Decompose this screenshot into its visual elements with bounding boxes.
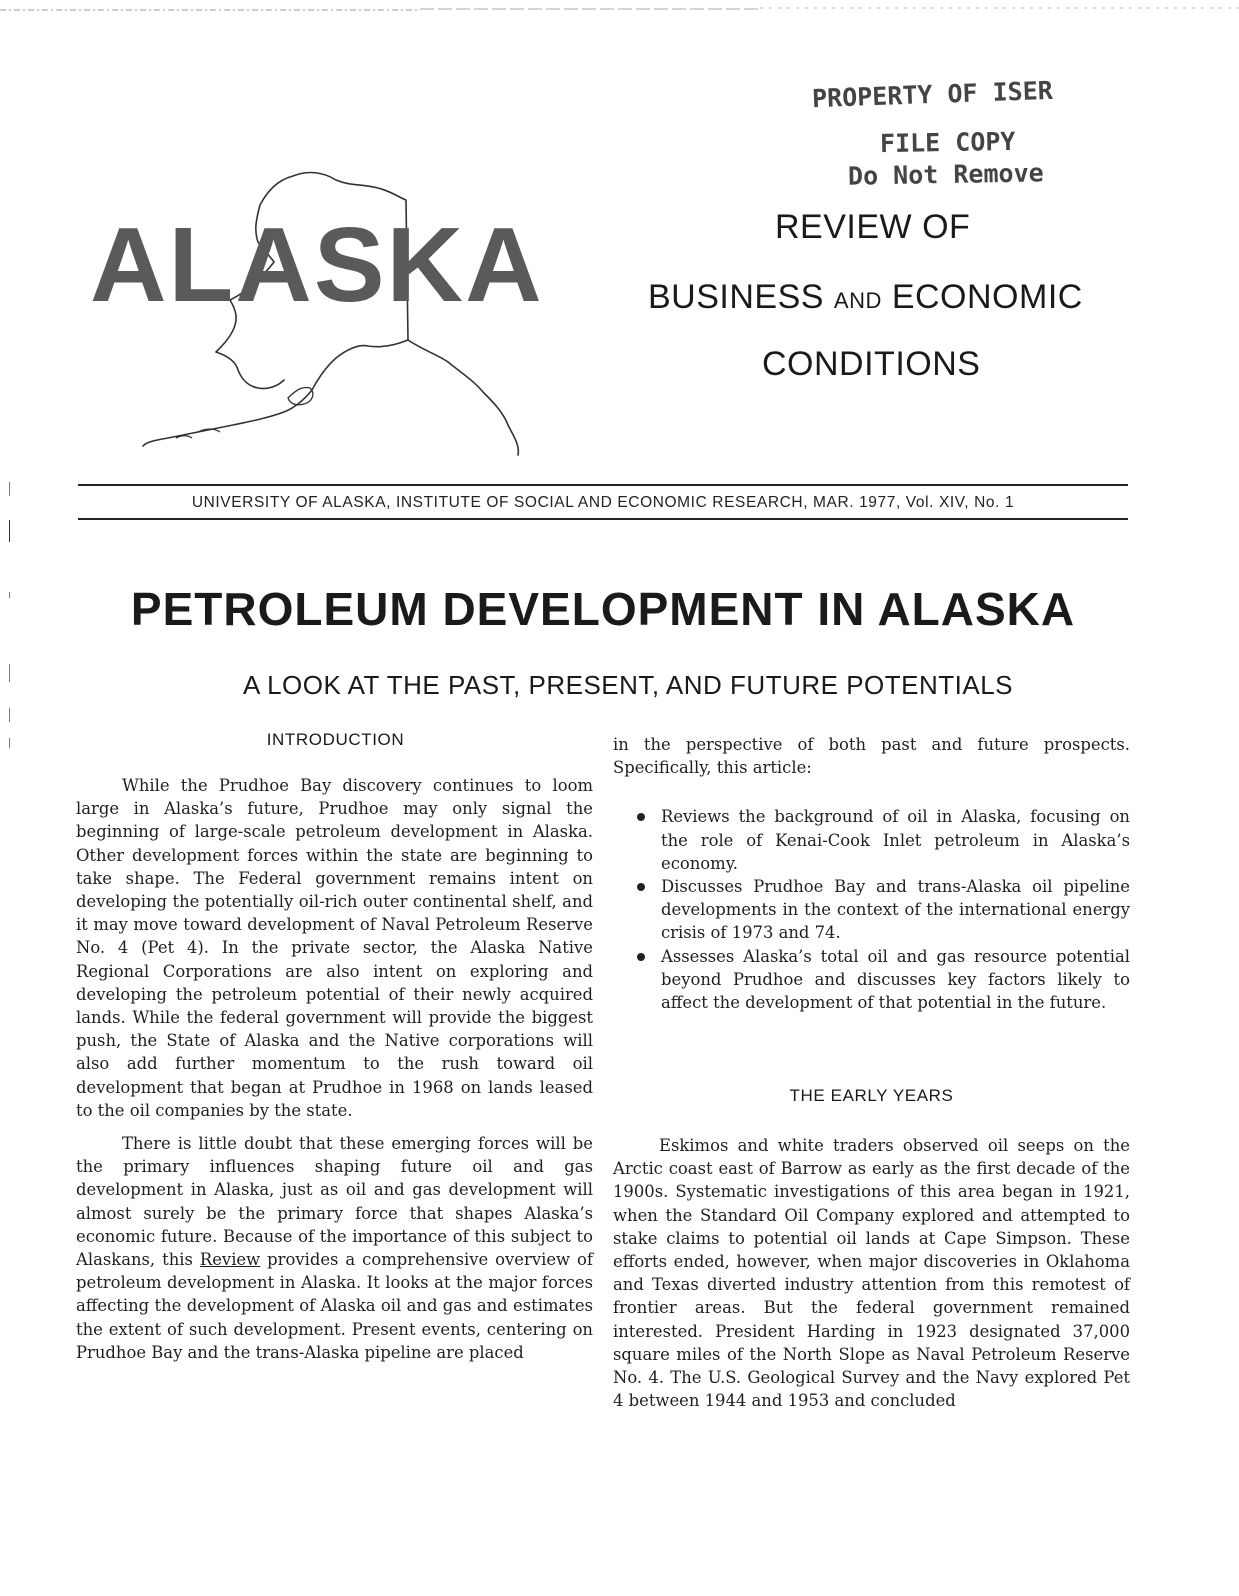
masthead-business-economic (648, 278, 1083, 317)
margin-mark (9, 520, 10, 542)
list-item (637, 805, 1130, 875)
list-item (637, 945, 1130, 1015)
bullet-icon (637, 883, 645, 891)
heading-introduction: INTRODUCTION (266, 730, 405, 749)
intro-paragraph-2-text-b: provides a comprehensive overview of petroleum development in Alaska. It looks at the major forces affecting the development of Alaska oil and gas and estimates the extent of such development. Present events, centering on Prudhoe Bay and the trans-Alaska pipeline are placed (76, 1250, 593, 1362)
list-item-text: Assesses Alaska’s total oil and gas resource potential beyond Prudhoe and discusses key factors likely to affect the development of that potential in the future. (661, 946, 1130, 1013)
left-column (76, 774, 593, 1364)
margin-mark (9, 738, 10, 748)
early-years-paragraph: Eskimos and white traders observed oil seeps on the Arctic coast east of Barrow as early as the first decade of the 1900s. Systematic investigations of this area began in 1921, when the Standard Oil Company explored and attempted to stake claims to potential oil lands at Cape Simpson. These efforts ended, however, when major discoveries in Oklahoma and Texas diverted industry attention from this remotest of frontier areas. But the federal government remained interested. President Harding in 1923 designated 37,000 square miles of the North Slope as Naval Petroleum Reserve No. 4. The U.S. Geological Survey and the Navy explored Pet 4 between 1944 and 1953 and concluded (613, 1136, 1130, 1411)
intro-paragraph-2-text-a: There is little doubt that these emerging forces will be the primary influences shaping future oil and gas development in Alaska, just as oil and gas development will almost surely be the primary force that shapes Alaska’s economic future. Because of the importance of this subject to Alaskans, this (76, 1134, 593, 1270)
early-years-column (613, 1134, 1130, 1412)
divider-top (78, 484, 1128, 486)
margin-mark (9, 708, 10, 722)
alaska-logo (88, 150, 588, 460)
masthead-conditions: CONDITIONS (762, 345, 981, 383)
alaska-logo-wordmark: ALASKA (90, 206, 544, 324)
property-stamp-line2: FILE COPY (879, 126, 1016, 159)
article-scope-list (637, 805, 1130, 1014)
right-intro-text: in the perspective of both past and future prospects. Specifically, this article: (613, 735, 1130, 778)
article-subtitle: A LOOK AT THE PAST, PRESENT, AND FUTURE POTENTIALS (242, 670, 1014, 700)
intro-paragraph-2 (76, 1132, 593, 1364)
list-item-text: Discusses Prudhoe Bay and trans-Alaska oil pipeline developments in the context of the international energy crisis of 1973 and 74. (661, 877, 1130, 943)
list-item-text: Reviews the background of oil in Alaska, focusing on the role of Kenai-Cook Inlet petroleum in Alaska’s economy. (661, 807, 1130, 873)
article-title: PETROLEUM DEVELOPMENT IN ALASKA (130, 583, 1076, 635)
divider-bottom (78, 518, 1128, 520)
margin-mark (9, 664, 10, 682)
scan-edge-marks (0, 6, 1239, 16)
masthead-economic: ECONOMIC (891, 278, 1083, 316)
heading-early-years: THE EARLY YEARS (789, 1086, 954, 1105)
intro-paragraph-1: While the Prudhoe Bay discovery continues to loom large in Alaska’s future, Prudhoe may only signal the beginning of large-scale petroleum development in Alaska. Other development forces within the state are beginning to take shape. The Federal government remains intent on developing the potentially oil-rich outer continental shelf, and it may move toward development of Naval Petroleum Reserve No. 4 (Pet 4). In the private sector, the Alaska Native Regional Corporations are also intent on exploring and developing the petroleum potential of their newly acquired lands. While the federal government will provide the biggest push, the State of Alaska and the Native corporations will also add further momentum to the rush toward oil development that began at Prudhoe in 1968 on lands leased to the oil companies by the state. (76, 776, 593, 1120)
masthead-business: BUSINESS (648, 278, 824, 316)
margin-mark (9, 482, 10, 496)
masthead-review-of: REVIEW OF (775, 208, 971, 246)
list-item (637, 875, 1130, 945)
property-stamp-line1: PROPERTY OF ISER (811, 75, 1054, 114)
bullet-icon (637, 953, 645, 961)
bullet-icon (637, 813, 645, 821)
property-stamp-line3: Do Not Remove (847, 158, 1044, 191)
review-title-underlined: Review (199, 1250, 261, 1270)
issue-line: UNIVERSITY OF ALASKA, INSTITUTE OF SOCIAL AND ECONOMIC RESEARCH, MAR. 1977, Vol. XIV, No. 1 (191, 494, 1015, 511)
masthead-and: AND (833, 288, 882, 313)
margin-mark (9, 592, 10, 598)
right-column (613, 733, 1130, 1014)
